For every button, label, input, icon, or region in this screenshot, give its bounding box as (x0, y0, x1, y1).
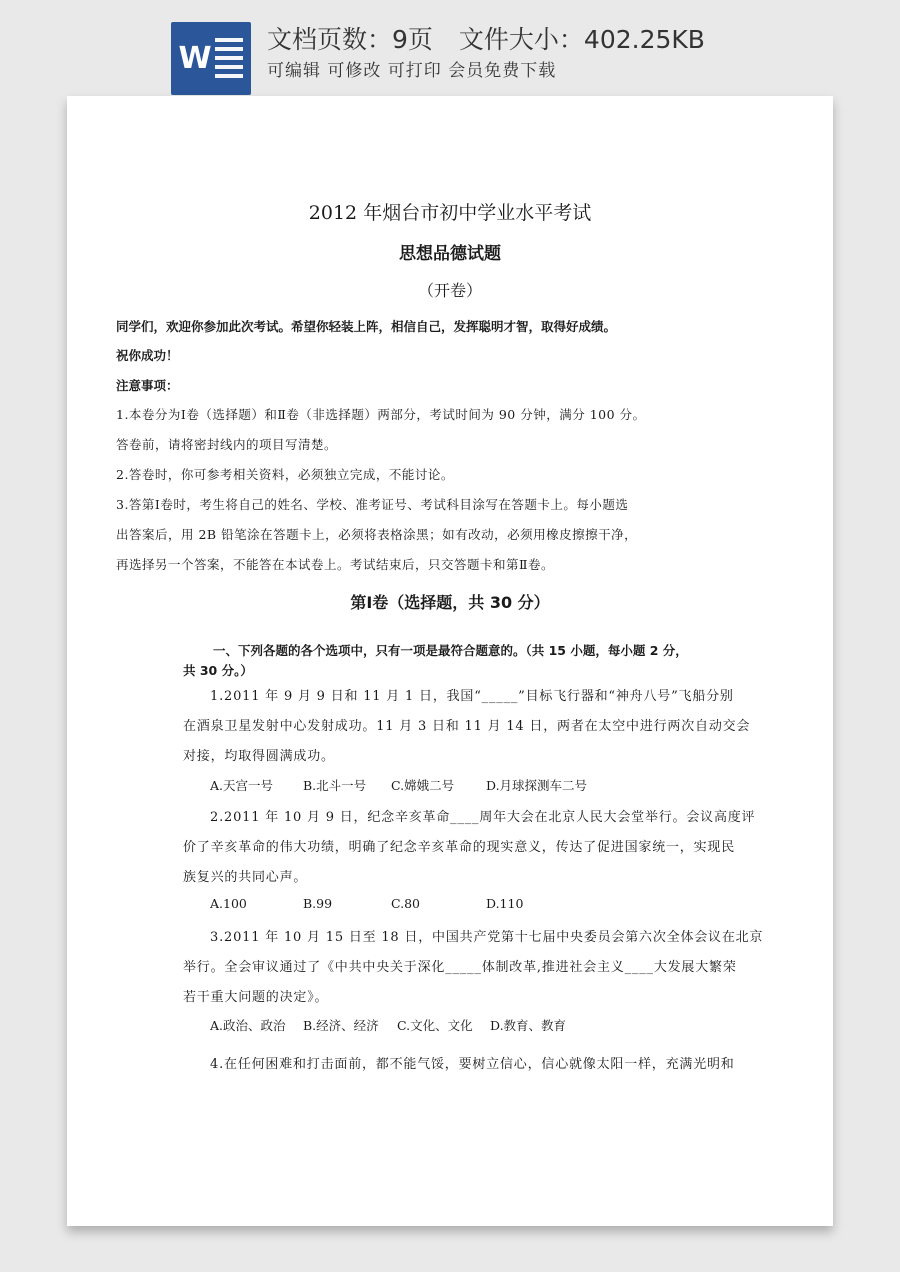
greeting-line-2: 祝你成功！ (116, 348, 179, 363)
section-1-instructions-line-1: 一、下列各题的各个选项中，只有一项是最符合题意的。（共 15 小题，每小题 2 分， (213, 643, 688, 658)
option-c: C.嫦娥二号 (391, 778, 455, 793)
option-b: B.北斗一号 (303, 778, 367, 793)
part-1-title: 第Ⅰ卷（选择题，共 30 分） (350, 593, 550, 612)
option-d: D.110 (486, 896, 524, 911)
question-1-line-1: 1.2011 年 9 月 9 日和 11 月 1 日，我国“_____”目标飞行器和“神舟八号”飞船分别 (210, 689, 734, 704)
word-document-icon (171, 22, 251, 95)
greeting-line-1: 同学们，欢迎你参加此次考试。希望你轻装上阵，相信自己，发挥聪明才智，取得好成绩。 (116, 319, 617, 334)
notes-heading: 注意事项： (116, 378, 179, 393)
option-a: A.政治、政治 (210, 1018, 286, 1033)
page-count: 文档页数：9页 (267, 25, 433, 54)
question-1-line-3: 对接，均取得圆满成功。 (183, 749, 335, 764)
option-b: B.99 (303, 896, 333, 911)
option-b: B.经济、经济 (303, 1018, 379, 1033)
question-3-line-1: 3.2011 年 10 月 15 日至 18 日，中国共产党第十七届中央委员会第六次全体会议在北京 (210, 930, 764, 945)
word-logo-letter: W (178, 41, 212, 76)
note-1-line-1: 1.本卷分为Ⅰ卷（选择题）和Ⅱ卷（非选择题）两部分，考试时间为 90 分钟，满分 100 分。 (116, 407, 646, 422)
section-1-instructions-line-2: 共 30 分。） (183, 663, 253, 678)
file-size: 文件大小：402.25KB (458, 25, 705, 54)
question-3-options (67, 1016, 833, 1034)
question-2-options (67, 896, 833, 914)
option-c: C.文化、文化 (397, 1018, 473, 1033)
note-3-line-2: 出答案后，用 2B 铅笔涂在答题卡上，必须将表格涂黑；如有改动，必须用橡皮擦擦干净， (116, 527, 638, 542)
option-c: C.80 (391, 896, 420, 911)
note-2: 2.答卷时，你可参考相关资料，必须独立完成，不能讨论。 (116, 467, 454, 482)
note-3-line-3: 再选择另一个答案，不能答在本试卷上。考试结束后，只交答题卡和第Ⅱ卷。 (116, 557, 554, 572)
option-d: D.月球探测车二号 (486, 778, 588, 793)
question-2-line-3: 族复兴的共同心声。 (183, 870, 308, 885)
option-d: D.教育、教育 (490, 1018, 567, 1033)
question-3-line-3: 若干重大问题的决定》。 (183, 990, 329, 1005)
document-page (67, 96, 833, 1226)
feature-list: 可编辑 可修改 可打印 会员免费下载 (267, 61, 557, 81)
file-info (267, 20, 705, 56)
document-lines-icon (215, 38, 243, 83)
download-banner (0, 0, 900, 96)
question-3-line-2: 举行。全会审议通过了《中共中央关于深化_____体制改革,推进社会主义____大发展大繁荣 (183, 960, 737, 975)
question-2-line-2: 价了辛亥革命的伟大功绩，明确了纪念辛亥革命的现实意义，传达了促进国家统一，实现民 (183, 840, 736, 855)
note-3-line-1: 3.答第Ⅰ卷时，考生将自己的姓名、学校、准考证号、考试科目涂写在答题卡上。每小题选 (116, 497, 629, 512)
note-1-line-2: 答卷前，请将密封线内的项目写清楚。 (116, 437, 338, 452)
question-1-options (67, 776, 833, 794)
option-a: A.天宫一号 (210, 778, 274, 793)
exam-mode: （开卷） (417, 281, 482, 300)
question-2-line-1: 2.2011 年 10 月 9 日，纪念辛亥革命____周年大会在北京人民大会堂举行。会议高度评 (210, 810, 756, 825)
question-1-line-2: 在酒泉卫星发射中心发射成功。11 月 3 日和 11 月 14 日，两者在太空中进行两次自动交会 (183, 719, 751, 734)
option-a: A.100 (210, 896, 247, 911)
exam-subject: 思想品德试题 (399, 244, 501, 264)
exam-title: 2012 年烟台市初中学业水平考试 (308, 202, 592, 224)
question-4-line-1: 4.在任何困难和打击面前，都不能气馁，要树立信心，信心就像太阳一样，充满光明和 (210, 1057, 735, 1072)
